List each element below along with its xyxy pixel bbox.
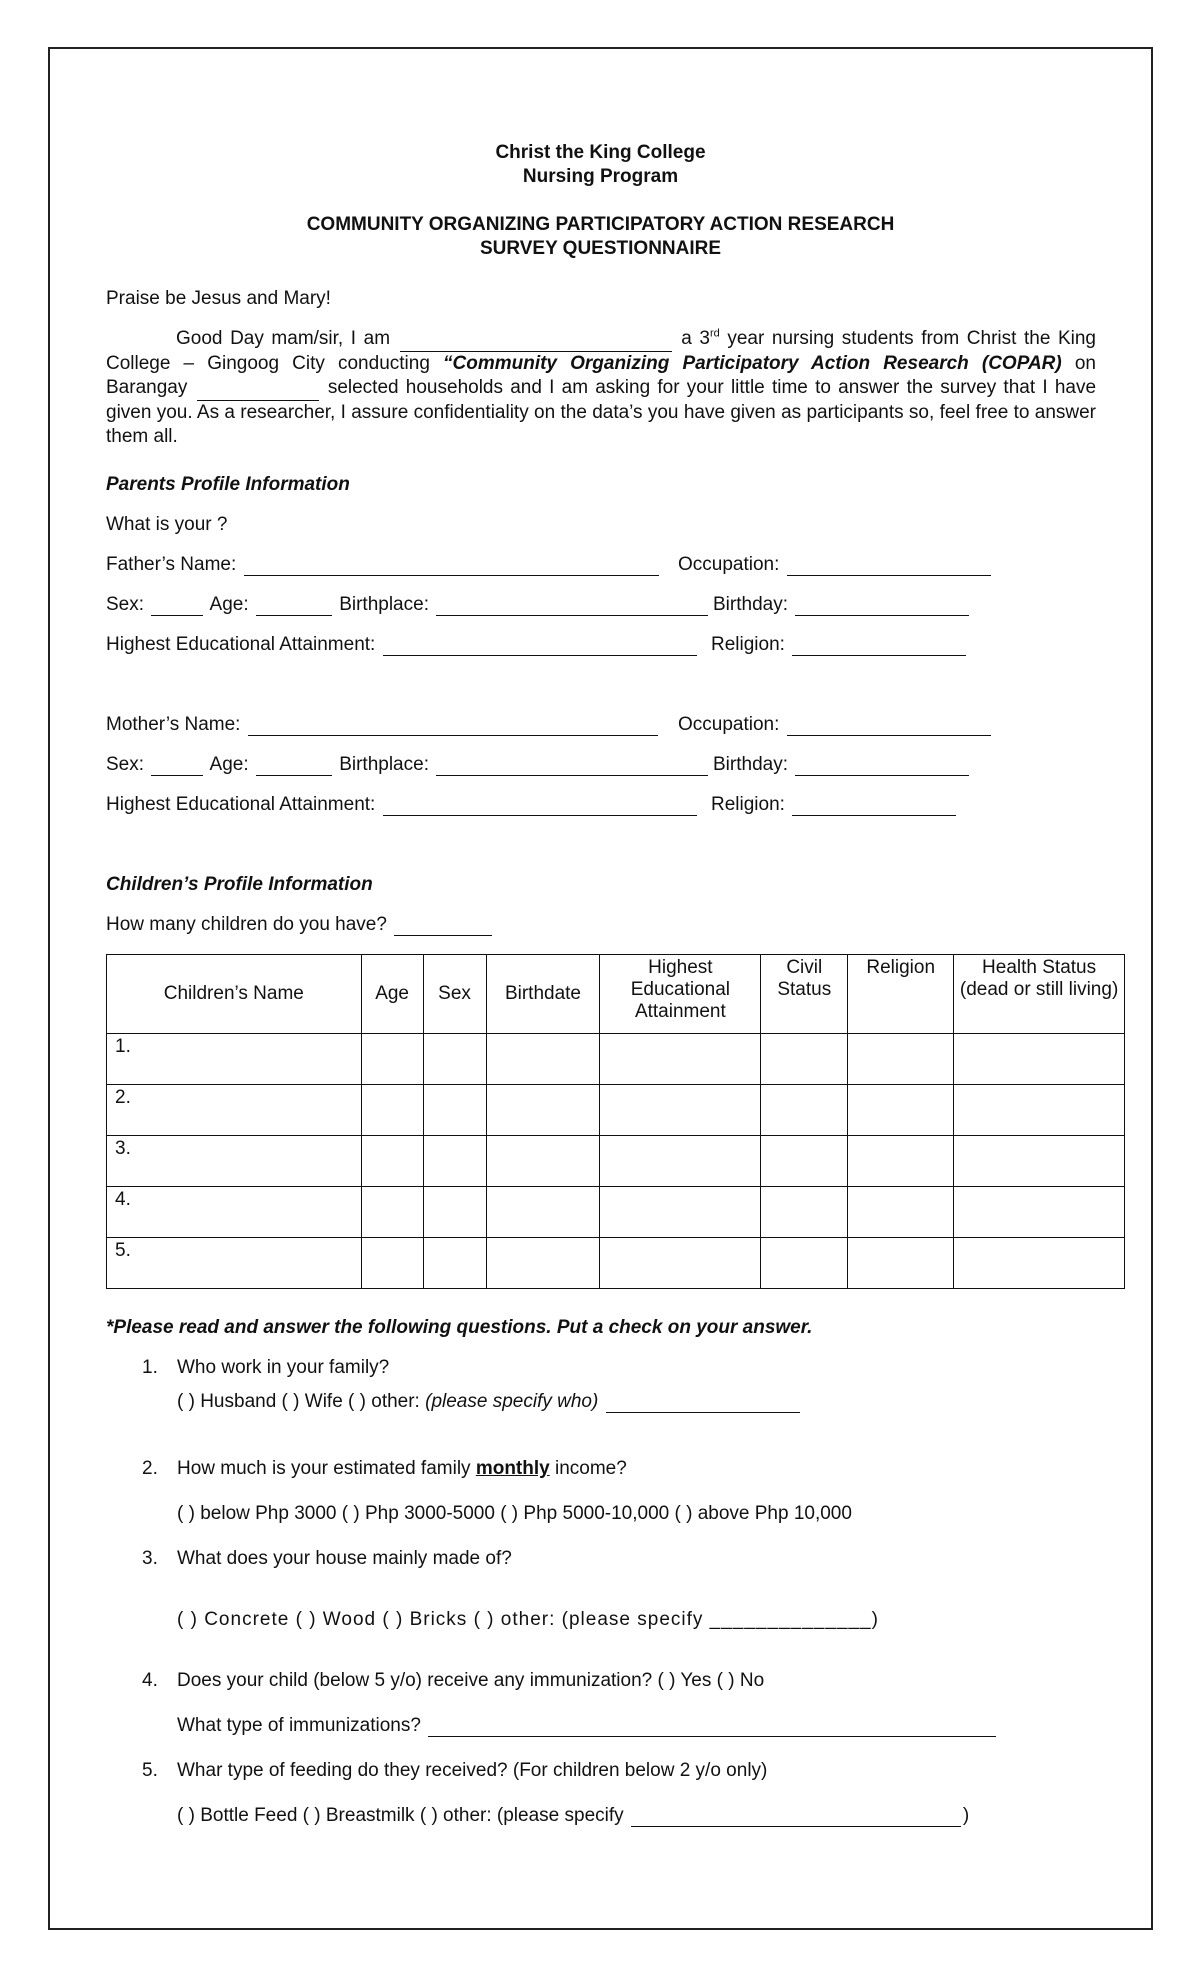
father-sex-field[interactable] <box>151 597 203 616</box>
row-number[interactable]: 4. <box>107 1187 362 1238</box>
q5-number: 5. <box>142 1760 158 1781</box>
father-religion-row: Religion: <box>711 634 968 656</box>
col-civil-status: Civil Status <box>761 955 848 1034</box>
program-name: Nursing Program <box>522 166 679 187</box>
q5-other-field[interactable] <box>631 1808 961 1827</box>
table-cell[interactable] <box>361 1238 423 1289</box>
q4-followup: What type of immunizations? <box>177 1715 998 1737</box>
q4-text[interactable]: Does your child (below 5 y/o) receive any immunization? ( ) Yes ( ) No <box>177 1670 765 1691</box>
father-occupation-row: Occupation: <box>678 554 993 576</box>
greeting: Praise be Jesus and Mary! <box>106 288 331 309</box>
table-cell[interactable] <box>848 1085 954 1136</box>
father-age-field[interactable] <box>256 597 332 616</box>
table-cell[interactable] <box>361 1085 423 1136</box>
q2-text: How much is your estimated family monthly income? <box>177 1458 627 1479</box>
researcher-name-field[interactable] <box>400 333 672 352</box>
table-cell[interactable] <box>761 1238 848 1289</box>
q4-immunization-field[interactable] <box>428 1718 996 1737</box>
table-cell[interactable] <box>848 1238 954 1289</box>
q1-text: Who work in your family? <box>177 1357 390 1378</box>
father-birthplace-field[interactable] <box>436 597 708 616</box>
father-occupation-field[interactable] <box>787 557 991 576</box>
table-cell[interactable] <box>423 1085 486 1136</box>
col-childrens-name: Children’s Name <box>107 955 362 1034</box>
table-row <box>107 1034 1125 1085</box>
table-cell[interactable] <box>954 1187 1125 1238</box>
table-cell[interactable] <box>486 1136 600 1187</box>
father-name-row: Father’s Name: <box>106 554 661 576</box>
father-birthday-row: Birthday: <box>713 594 971 616</box>
q2-number: 2. <box>142 1458 158 1479</box>
children-table <box>106 954 1125 1289</box>
q1-other-field[interactable] <box>606 1394 800 1413</box>
father-religion-field[interactable] <box>792 637 966 656</box>
children-heading: Children’s Profile Information <box>106 874 373 895</box>
father-name-field[interactable] <box>244 557 659 576</box>
table-row <box>107 1136 1125 1187</box>
mother-religion-row: Religion: <box>711 794 958 816</box>
mother-education-row: Highest Educational Attainment: <box>106 794 699 816</box>
table-cell[interactable] <box>954 1034 1125 1085</box>
q4-number: 4. <box>142 1670 158 1691</box>
table-cell[interactable] <box>600 1034 761 1085</box>
mother-occupation-field[interactable] <box>787 717 991 736</box>
row-number[interactable]: 1. <box>107 1034 362 1085</box>
parents-heading: Parents Profile Information <box>106 474 350 495</box>
table-cell[interactable] <box>361 1034 423 1085</box>
q3-text: What does your house mainly made of? <box>177 1548 512 1569</box>
barangay-field[interactable] <box>197 382 319 401</box>
table-cell[interactable] <box>848 1034 954 1085</box>
table-cell[interactable] <box>761 1085 848 1136</box>
table-cell[interactable] <box>954 1085 1125 1136</box>
table-row <box>107 1238 1125 1289</box>
table-cell[interactable] <box>600 1136 761 1187</box>
mother-occupation-row: Occupation: <box>678 714 993 736</box>
instructions: *Please read and answer the following questions. Put a check on your answer. <box>106 1317 813 1338</box>
q5-options[interactable]: ( ) Bottle Feed ( ) Breastmilk ( ) other: (please specify ) <box>177 1805 970 1826</box>
q3-options[interactable]: ( ) Concrete ( ) Wood ( ) Bricks ( ) other: (please specify ______________) <box>177 1609 879 1630</box>
row-number[interactable]: 2. <box>107 1085 362 1136</box>
table-cell[interactable] <box>954 1238 1125 1289</box>
mother-name-field[interactable] <box>248 717 658 736</box>
row-number[interactable]: 3. <box>107 1136 362 1187</box>
table-cell[interactable] <box>761 1136 848 1187</box>
col-education: Highest Educational Attainment <box>600 955 761 1034</box>
table-cell[interactable] <box>423 1238 486 1289</box>
form-title: COMMUNITY ORGANIZING PARTICIPATORY ACTION RESEARCH <box>306 214 895 235</box>
col-health-status: Health Status (dead or still living) <box>954 955 1125 1034</box>
q1-options[interactable]: ( ) Husband ( ) Wife ( ) other: (please specify who) <box>177 1391 802 1413</box>
form-subtitle: SURVEY QUESTIONNAIRE <box>479 238 722 259</box>
table-cell[interactable] <box>361 1136 423 1187</box>
children-count-row: How many children do you have? <box>106 914 494 936</box>
row-number[interactable]: 5. <box>107 1238 362 1289</box>
mother-birthday-field[interactable] <box>795 757 969 776</box>
father-education-row: Highest Educational Attainment: <box>106 634 699 656</box>
table-cell[interactable] <box>423 1136 486 1187</box>
father-birthday-field[interactable] <box>795 597 969 616</box>
school-name: Christ the King College <box>495 142 706 163</box>
mother-education-field[interactable] <box>383 797 697 816</box>
parents-prompt: What is your ? <box>106 514 228 535</box>
q1-number: 1. <box>142 1357 158 1378</box>
table-cell[interactable] <box>361 1187 423 1238</box>
table-cell[interactable] <box>486 1238 600 1289</box>
children-count-field[interactable] <box>394 917 492 936</box>
col-sex: Sex <box>423 955 486 1034</box>
col-age: Age <box>361 955 423 1034</box>
table-row <box>107 1085 1125 1136</box>
intro-paragraph: Good Day mam/sir, I am a 3rd year nursing students from Christ the King College – Gingoog City conducting “Community Organizing Participatory Action Research (COPAR) on Barangay selected households and I am asking for your little time to answer the survey that I have given you. As a researcher, I assure confidentiality on the data’s you have given as participants so, feel free to answer them all. <box>106 327 1097 447</box>
table-cell[interactable] <box>761 1034 848 1085</box>
mother-sex-field[interactable] <box>151 757 203 776</box>
table-row <box>107 1187 1125 1238</box>
father-details-row: Sex: Age: Birthplace: <box>106 594 710 616</box>
table-cell[interactable] <box>486 1085 600 1136</box>
q2-options[interactable]: ( ) below Php 3000 ( ) Php 3000-5000 ( ) Php 5000-10,000 ( ) above Php 10,000 <box>177 1503 852 1524</box>
table-cell[interactable] <box>954 1136 1125 1187</box>
mother-birthplace-field[interactable] <box>436 757 708 776</box>
mother-age-field[interactable] <box>256 757 332 776</box>
table-cell[interactable] <box>423 1187 486 1238</box>
q3-number: 3. <box>142 1548 158 1569</box>
table-cell[interactable] <box>600 1187 761 1238</box>
table-cell[interactable] <box>600 1085 761 1136</box>
father-education-field[interactable] <box>383 637 697 656</box>
table-cell[interactable] <box>848 1187 954 1238</box>
col-birthdate: Birthdate <box>486 955 600 1034</box>
mother-birthday-row: Birthday: <box>713 754 971 776</box>
mother-religion-field[interactable] <box>792 797 956 816</box>
table-header-row <box>107 955 1125 1034</box>
table-cell[interactable] <box>761 1187 848 1238</box>
q5-text: Whar type of feeding do they received? (For children below 2 y/o only) <box>177 1760 768 1781</box>
col-religion: Religion <box>848 955 954 1034</box>
mother-name-row: Mother’s Name: <box>106 714 660 736</box>
table-cell[interactable] <box>486 1187 600 1238</box>
table-cell[interactable] <box>848 1136 954 1187</box>
table-cell[interactable] <box>423 1034 486 1085</box>
table-cell[interactable] <box>600 1238 761 1289</box>
mother-details-row: Sex: Age: Birthplace: <box>106 754 710 776</box>
table-cell[interactable] <box>486 1034 600 1085</box>
